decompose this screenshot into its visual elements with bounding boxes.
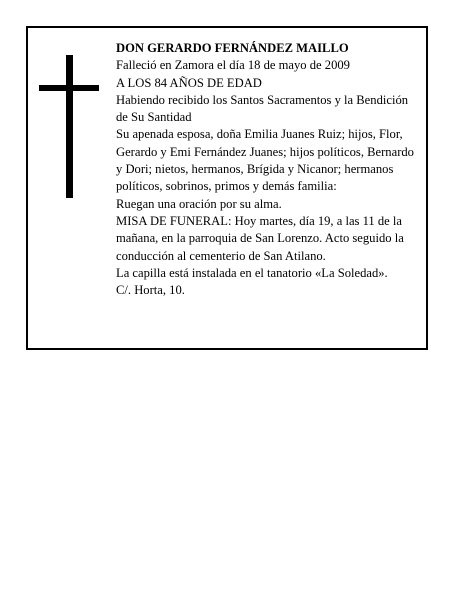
obituary-text xyxy=(116,40,422,299)
age-line: A LOS 84 AÑOS DE EDAD xyxy=(116,75,262,90)
obituary-notice xyxy=(26,26,428,350)
cross-horizontal-bar xyxy=(39,85,99,91)
deceased-name: DON GERARDO FERNÁNDEZ MAILLO xyxy=(116,41,349,55)
cross-vertical-bar xyxy=(66,55,73,198)
prayer-line: Ruegan una oración por su alma. xyxy=(116,196,282,211)
death-line: Falleció en Zamora el día 18 de mayo de 2009 xyxy=(116,58,350,73)
address-line: C/. Horta, 10. xyxy=(116,283,185,298)
funeral-paragraph: MISA DE FUNERAL: Hoy martes, día 19, a las 11 de la mañana, en la parroquia de San Lorenzo. Acto seguido la conducción al cementerio de San Atilano. xyxy=(116,213,404,263)
sacraments-line: Habiendo recibido los Santos Sacramentos y la Bendición de Su Santidad xyxy=(116,92,409,125)
chapel-line: La capilla está instalada en el tanatorio «La Soledad». xyxy=(116,265,388,280)
family-paragraph: Su apenada esposa, doña Emilia Juanes Ruiz; hijos, Flor, Gerardo y Emi Fernández Juanes; hijos políticos, Bernardo y Dori; nietos, hermanos, Brígida y Nicanor; hermanos políticos, sobrinos, primos y demás familia: xyxy=(116,127,414,194)
